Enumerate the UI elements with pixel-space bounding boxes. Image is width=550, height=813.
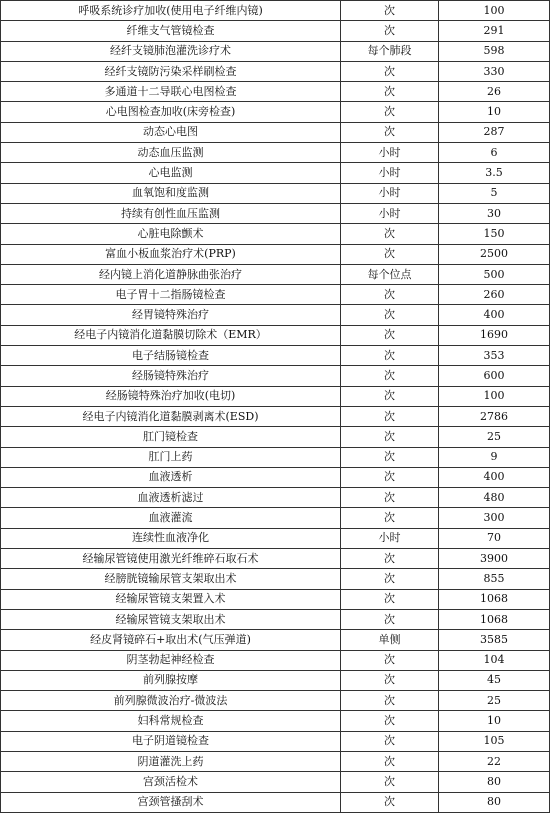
item-name-cell: 血液透析 <box>1 467 341 487</box>
table-row <box>1 427 550 447</box>
unit-cell: 单侧 <box>341 630 439 650</box>
price-cell: 100 <box>439 1 550 21</box>
unit-cell: 次 <box>341 589 439 609</box>
item-name-cell: 经输尿管镜支架置入术 <box>1 589 341 609</box>
table-row <box>1 163 550 183</box>
price-cell: 6 <box>439 143 550 163</box>
item-name-cell: 经电子内镜消化道黏膜剥离术(ESD) <box>1 406 341 426</box>
item-name-cell: 连续性血液净化 <box>1 528 341 548</box>
unit-cell: 次 <box>341 21 439 41</box>
table-row <box>1 285 550 305</box>
table-row <box>1 346 550 366</box>
item-name-cell: 经输尿管镜使用激光纤维碎石取石术 <box>1 549 341 569</box>
unit-cell: 小时 <box>341 143 439 163</box>
item-name-cell: 前列腺按摩 <box>1 670 341 690</box>
table-row <box>1 82 550 102</box>
table-row <box>1 772 550 792</box>
price-cell: 291 <box>439 21 550 41</box>
item-name-cell: 阴道灌洗上药 <box>1 751 341 771</box>
unit-cell: 次 <box>341 386 439 406</box>
table-row <box>1 589 550 609</box>
item-name-cell: 宫颈活检术 <box>1 772 341 792</box>
item-name-cell: 宫颈管搔刮术 <box>1 792 341 812</box>
unit-cell: 次 <box>341 508 439 528</box>
unit-cell: 次 <box>341 82 439 102</box>
item-name-cell: 血液透析滤过 <box>1 488 341 508</box>
unit-cell: 次 <box>341 751 439 771</box>
unit-cell: 次 <box>341 772 439 792</box>
price-cell: 3585 <box>439 630 550 650</box>
price-cell: 100 <box>439 386 550 406</box>
unit-cell: 次 <box>341 427 439 447</box>
table-row <box>1 711 550 731</box>
unit-cell: 次 <box>341 305 439 325</box>
table-row <box>1 670 550 690</box>
item-name-cell: 阴茎勃起神经检查 <box>1 650 341 670</box>
unit-cell: 次 <box>341 569 439 589</box>
item-name-cell: 经纤支镜肺泡灌洗诊疗术 <box>1 41 341 61</box>
price-table-body <box>1 1 550 813</box>
table-row <box>1 305 550 325</box>
table-row <box>1 630 550 650</box>
price-cell: 25 <box>439 691 550 711</box>
unit-cell: 小时 <box>341 528 439 548</box>
unit-cell: 次 <box>341 406 439 426</box>
price-cell: 2786 <box>439 406 550 426</box>
table-row <box>1 1 550 21</box>
unit-cell: 次 <box>341 488 439 508</box>
price-cell: 400 <box>439 305 550 325</box>
price-cell: 1068 <box>439 589 550 609</box>
unit-cell: 次 <box>341 670 439 690</box>
price-cell: 600 <box>439 366 550 386</box>
price-cell: 10 <box>439 711 550 731</box>
unit-cell: 小时 <box>341 183 439 203</box>
unit-cell: 每个肺段 <box>341 41 439 61</box>
unit-cell: 次 <box>341 650 439 670</box>
table-row <box>1 61 550 81</box>
price-cell: 104 <box>439 650 550 670</box>
table-row <box>1 467 550 487</box>
unit-cell: 次 <box>341 691 439 711</box>
table-row <box>1 406 550 426</box>
table-row <box>1 21 550 41</box>
item-name-cell: 经皮肾镜碎石+取出术(气压弹道) <box>1 630 341 650</box>
price-cell: 260 <box>439 285 550 305</box>
price-cell: 3.5 <box>439 163 550 183</box>
item-name-cell: 电子胃十二指肠镜检查 <box>1 285 341 305</box>
unit-cell: 次 <box>341 122 439 142</box>
item-name-cell: 经电子内镜消化道黏膜切除术（EMR） <box>1 325 341 345</box>
price-cell: 105 <box>439 731 550 751</box>
price-cell: 22 <box>439 751 550 771</box>
table-row <box>1 528 550 548</box>
price-cell: 3900 <box>439 549 550 569</box>
item-name-cell: 动态血压监测 <box>1 143 341 163</box>
unit-cell: 次 <box>341 346 439 366</box>
price-cell: 2500 <box>439 244 550 264</box>
item-name-cell: 前列腺微波治疗-微波法 <box>1 691 341 711</box>
item-name-cell: 电子结肠镜检查 <box>1 346 341 366</box>
item-name-cell: 血液灌流 <box>1 508 341 528</box>
unit-cell: 次 <box>341 1 439 21</box>
table-row <box>1 122 550 142</box>
unit-cell: 次 <box>341 467 439 487</box>
table-row <box>1 366 550 386</box>
table-row <box>1 102 550 122</box>
item-name-cell: 持续有创性血压监测 <box>1 203 341 223</box>
table-row <box>1 183 550 203</box>
table-row <box>1 203 550 223</box>
table-row <box>1 325 550 345</box>
table-row <box>1 224 550 244</box>
price-cell: 1690 <box>439 325 550 345</box>
item-name-cell: 电子阴道镜检查 <box>1 731 341 751</box>
item-name-cell: 妇科常规检查 <box>1 711 341 731</box>
table-row <box>1 691 550 711</box>
price-cell: 300 <box>439 508 550 528</box>
price-cell: 287 <box>439 122 550 142</box>
table-row <box>1 264 550 284</box>
item-name-cell: 心脏电除颤术 <box>1 224 341 244</box>
item-name-cell: 血氧饱和度监测 <box>1 183 341 203</box>
price-cell: 9 <box>439 447 550 467</box>
item-name-cell: 经肠镜特殊治疗 <box>1 366 341 386</box>
price-cell: 5 <box>439 183 550 203</box>
unit-cell: 次 <box>341 285 439 305</box>
price-cell: 598 <box>439 41 550 61</box>
price-cell: 26 <box>439 82 550 102</box>
unit-cell: 次 <box>341 792 439 812</box>
item-name-cell: 经输尿管镜支架取出术 <box>1 609 341 629</box>
price-cell: 353 <box>439 346 550 366</box>
item-name-cell: 心电图检查加收(床旁检查) <box>1 102 341 122</box>
price-cell: 70 <box>439 528 550 548</box>
item-name-cell: 肛门镜检查 <box>1 427 341 447</box>
unit-cell: 次 <box>341 224 439 244</box>
item-name-cell: 经内镜上消化道静脉曲张治疗 <box>1 264 341 284</box>
price-cell: 10 <box>439 102 550 122</box>
unit-cell: 次 <box>341 366 439 386</box>
price-cell: 480 <box>439 488 550 508</box>
item-name-cell: 动态心电图 <box>1 122 341 142</box>
table-row <box>1 569 550 589</box>
unit-cell: 次 <box>341 711 439 731</box>
unit-cell: 次 <box>341 61 439 81</box>
item-name-cell: 呼吸系统诊疗加收(使用电子纤维内镜) <box>1 1 341 21</box>
item-name-cell: 经膀胱镜输尿管支架取出术 <box>1 569 341 589</box>
unit-cell: 小时 <box>341 203 439 223</box>
table-row <box>1 143 550 163</box>
price-cell: 45 <box>439 670 550 690</box>
item-name-cell: 纤维支气管镜检查 <box>1 21 341 41</box>
price-cell: 80 <box>439 792 550 812</box>
table-row <box>1 650 550 670</box>
price-cell: 855 <box>439 569 550 589</box>
item-name-cell: 富血小板血浆治疗术(PRP) <box>1 244 341 264</box>
table-row <box>1 549 550 569</box>
unit-cell: 次 <box>341 731 439 751</box>
item-name-cell: 经肠镜特殊治疗加收(电切) <box>1 386 341 406</box>
table-row <box>1 244 550 264</box>
unit-cell: 小时 <box>341 163 439 183</box>
item-name-cell: 肛门上药 <box>1 447 341 467</box>
table-row <box>1 792 550 812</box>
item-name-cell: 心电监测 <box>1 163 341 183</box>
item-name-cell: 经胃镜特殊治疗 <box>1 305 341 325</box>
item-name-cell: 经纤支镜防污染采样刷检查 <box>1 61 341 81</box>
price-cell: 30 <box>439 203 550 223</box>
price-cell: 330 <box>439 61 550 81</box>
price-cell: 500 <box>439 264 550 284</box>
unit-cell: 次 <box>341 325 439 345</box>
price-cell: 25 <box>439 427 550 447</box>
unit-cell: 次 <box>341 102 439 122</box>
price-cell: 150 <box>439 224 550 244</box>
unit-cell: 次 <box>341 549 439 569</box>
table-row <box>1 386 550 406</box>
unit-cell: 次 <box>341 609 439 629</box>
table-row <box>1 751 550 771</box>
unit-cell: 次 <box>341 447 439 467</box>
table-row <box>1 447 550 467</box>
table-row <box>1 731 550 751</box>
unit-cell: 次 <box>341 244 439 264</box>
table-row <box>1 488 550 508</box>
table-row <box>1 41 550 61</box>
price-cell: 400 <box>439 467 550 487</box>
price-cell: 80 <box>439 772 550 792</box>
table-row <box>1 508 550 528</box>
unit-cell: 每个位点 <box>341 264 439 284</box>
table-row <box>1 609 550 629</box>
item-name-cell: 多通道十二导联心电图检查 <box>1 82 341 102</box>
price-cell: 1068 <box>439 609 550 629</box>
